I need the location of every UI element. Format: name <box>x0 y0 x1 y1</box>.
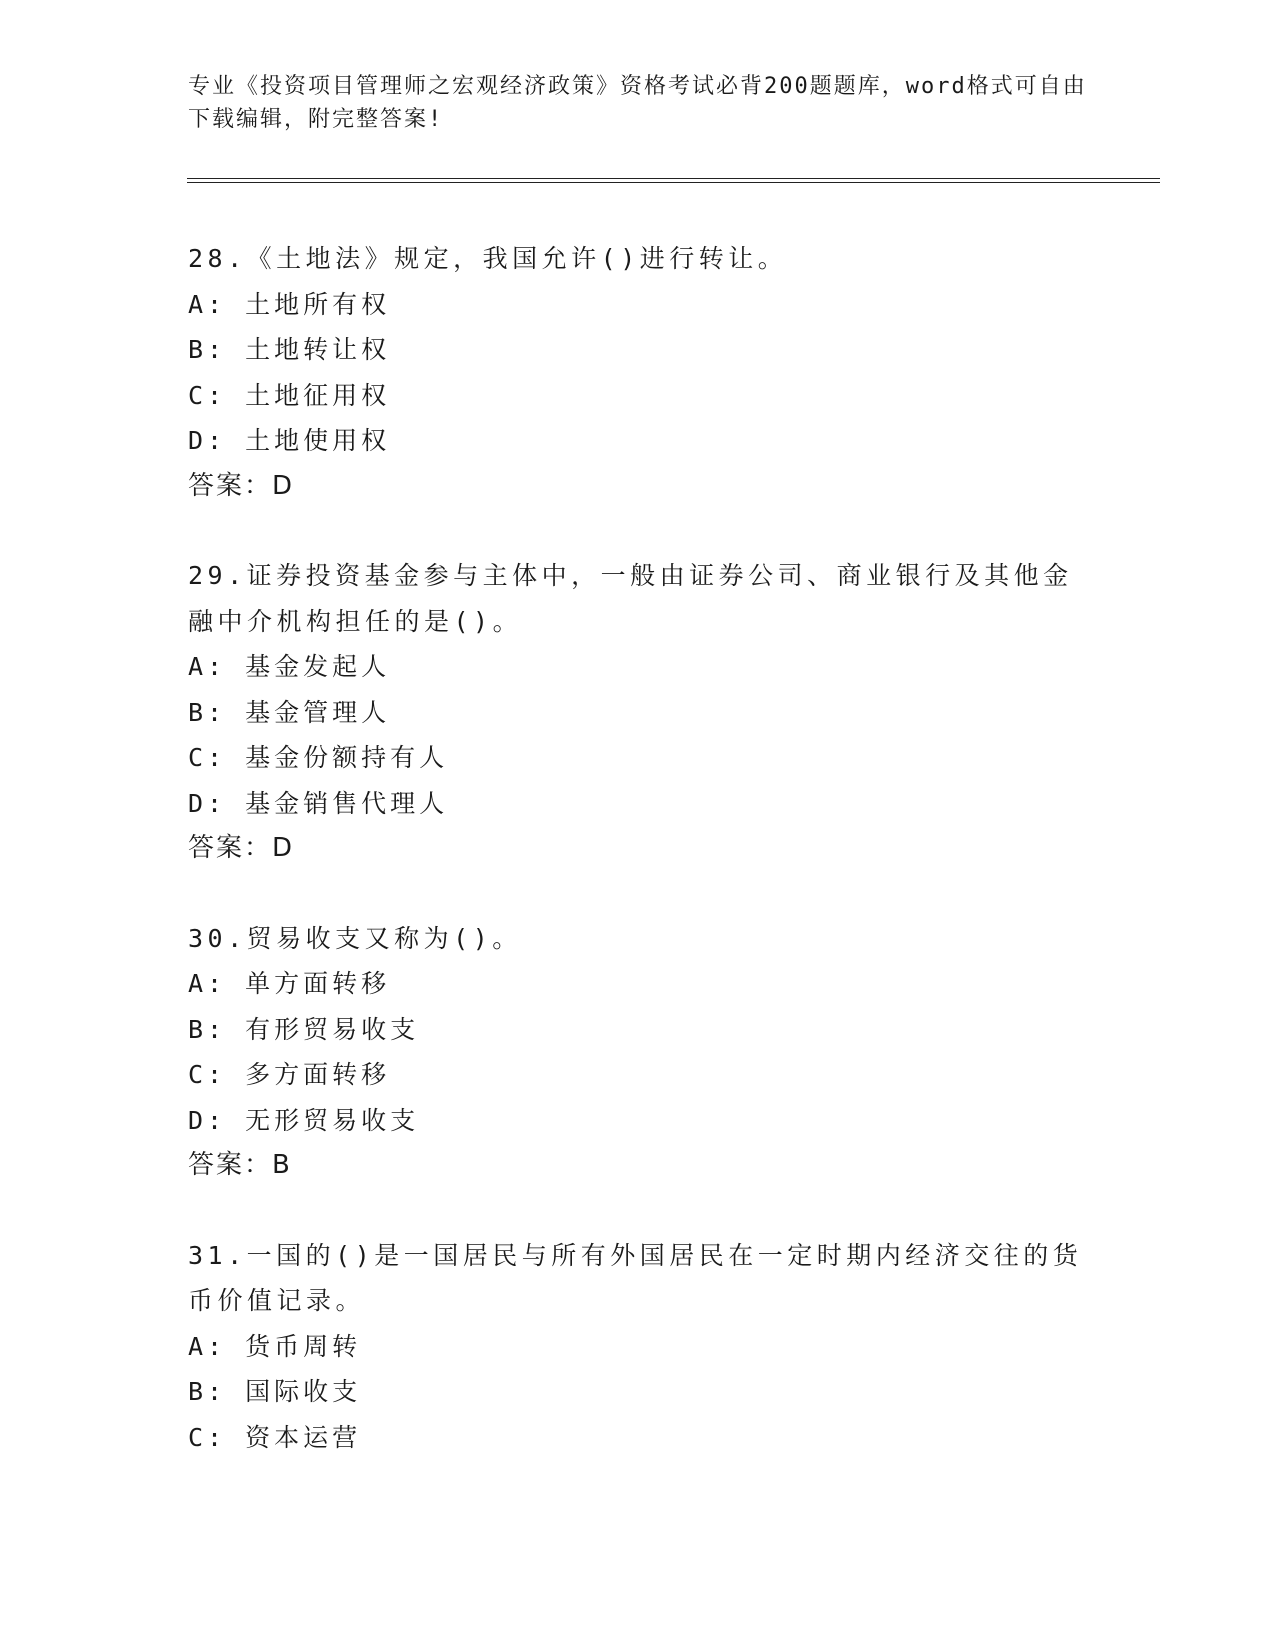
question-stem: 28.《土地法》规定，我国允许()进行转让。 <box>188 244 788 273</box>
option-b: B: 有形贸易收支 <box>188 1014 420 1044</box>
option-a: A: 基金发起人 <box>188 652 391 681</box>
option-a: A: 土地所有权 <box>188 289 391 319</box>
option-b: B: 基金管理人 <box>188 697 391 727</box>
question-stem: 29.证券投资基金参与主体中，一般由证券公司、商业银行及其他金融中介机构担任的是()。 <box>188 561 1073 636</box>
answer-line: 答案：D <box>188 470 295 501</box>
header-divider <box>187 178 1160 183</box>
question-stem: 30.贸易收支又称为()。 <box>188 923 522 953</box>
option-b: B: 国际收支 <box>188 1377 362 1406</box>
option-c: C: 多方面转移 <box>188 1060 391 1089</box>
question-28 <box>188 236 1088 509</box>
question-29 <box>188 553 1088 872</box>
option-b: B: 土地转让权 <box>188 335 391 364</box>
option-c: C: 资本运营 <box>188 1422 362 1452</box>
option-d: D: 无形贸易收支 <box>188 1105 420 1135</box>
question-30 <box>188 916 1088 1189</box>
option-a: A: 货币周转 <box>188 1331 362 1361</box>
document-header: 专业《投资项目管理师之宏观经济政策》资格考试必背200题题库，word格式可自由下载编辑，附完整答案! <box>188 74 1087 132</box>
option-a: A: 单方面转移 <box>188 969 391 998</box>
question-stem: 31.一国的()是一国居民与所有外国居民在一定时期内经济交往的货币价值记录。 <box>188 1240 1083 1315</box>
option-c: C: 基金份额持有人 <box>188 743 449 772</box>
answer-line: 答案：B <box>188 1150 292 1180</box>
option-d: D: 土地使用权 <box>188 426 391 455</box>
question-list <box>188 236 1088 1504</box>
option-c: C: 土地征用权 <box>188 380 391 410</box>
answer-line: 答案：D <box>188 833 295 863</box>
question-31 <box>188 1233 1088 1461</box>
option-d: D: 基金销售代理人 <box>188 788 449 818</box>
